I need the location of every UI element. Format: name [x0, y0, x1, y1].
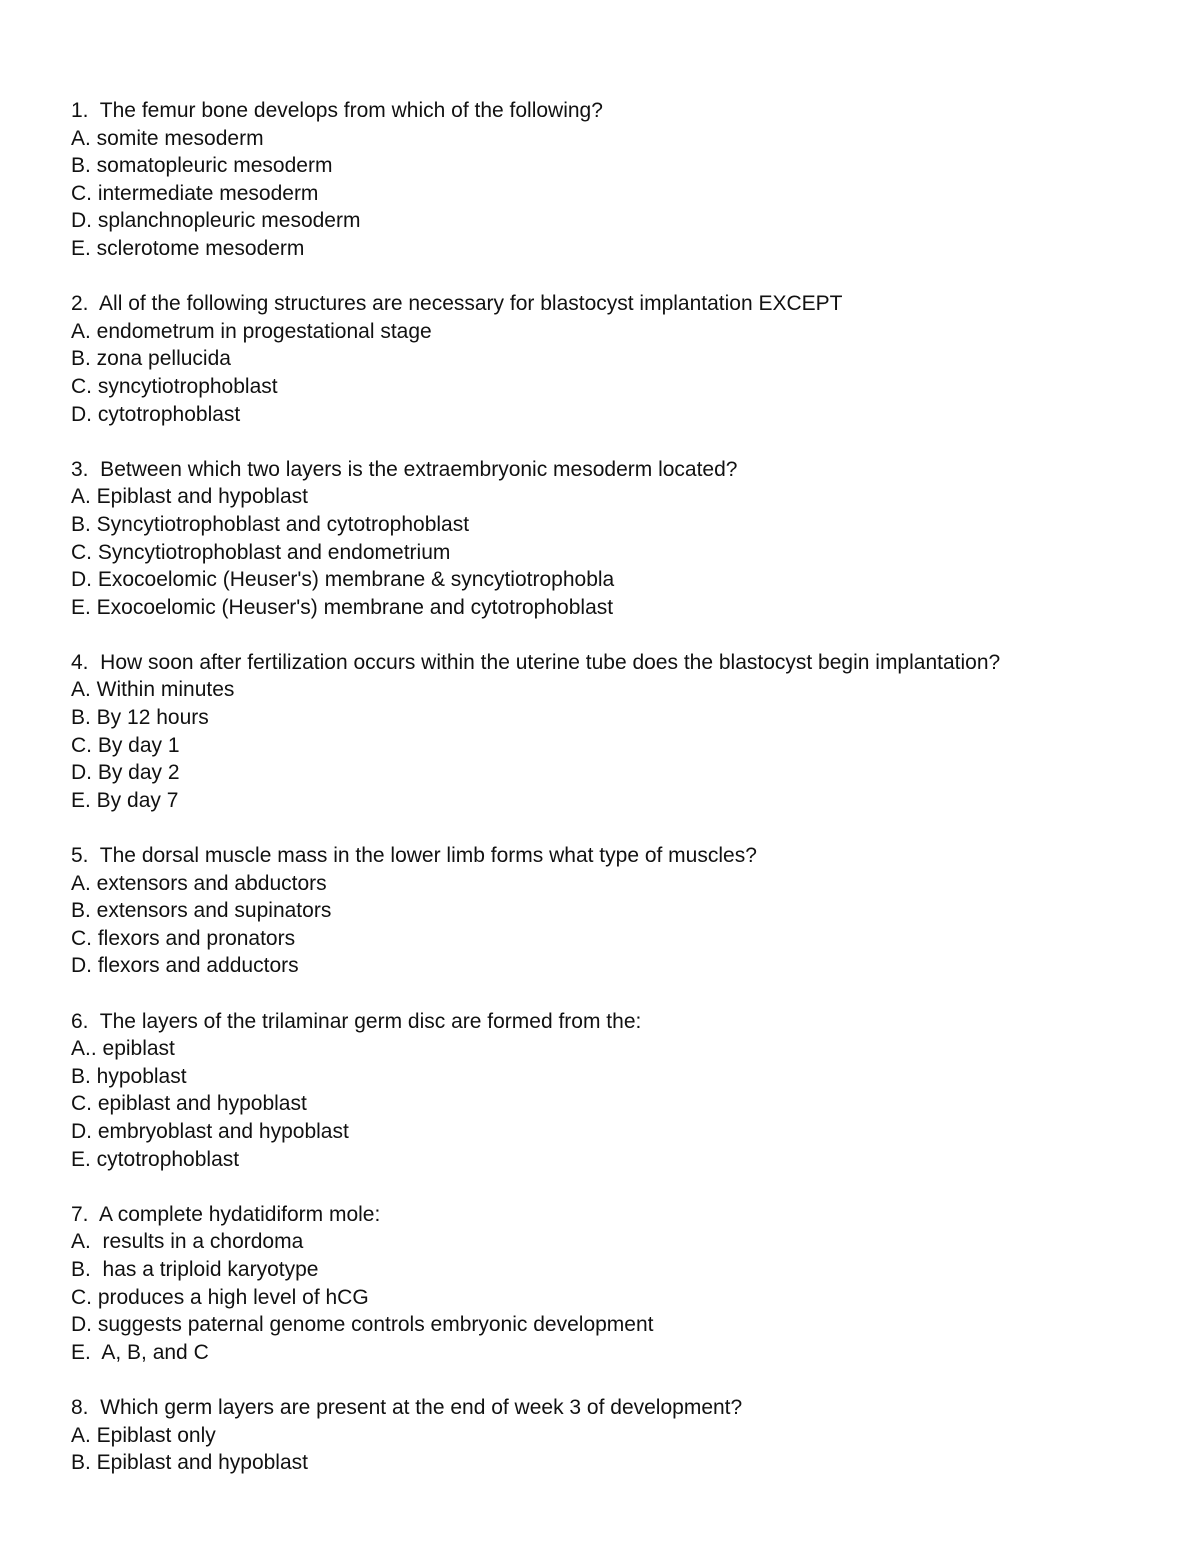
question-block — [71, 842, 1171, 980]
question-stem: 3. Between which two layers is the extraembryonic mesoderm located? — [71, 457, 738, 481]
answer-option: B. Epiblast and hypoblast — [71, 1451, 308, 1475]
question-block — [71, 649, 1171, 815]
answer-option: E. Exocoelomic (Heuser's) membrane and cytotrophoblast — [71, 595, 614, 619]
answer-option: C. epiblast and hypoblast — [71, 1092, 307, 1116]
answer-option: C. By day 1 — [71, 733, 180, 757]
answer-option: E. sclerotome mesoderm — [71, 236, 305, 260]
answer-option: B. By 12 hours — [71, 706, 209, 730]
answer-option: A. extensors and abductors — [71, 871, 327, 895]
question-block — [71, 290, 1171, 428]
answer-option: D. By day 2 — [71, 761, 180, 785]
answer-option: D. flexors and adductors — [71, 954, 299, 978]
answer-option: D. suggests paternal genome controls embryonic development — [71, 1313, 654, 1337]
answer-option: E. cytotrophoblast — [71, 1147, 240, 1171]
question-stem: 1. The femur bone develops from which of the following? — [71, 99, 603, 122]
question-stem: 2. All of the following structures are necessary for blastocyst implantation EXCEPT — [71, 292, 843, 316]
answer-option: A. results in a chordoma — [71, 1230, 304, 1254]
question-list — [71, 97, 1171, 1504]
answer-option: C. intermediate mesoderm — [71, 181, 319, 205]
answer-option: A. endometrum in progestational stage — [71, 319, 432, 343]
question-stem: 5. The dorsal muscle mass in the lower limb forms what type of muscles? — [71, 844, 757, 868]
answer-option: E. A, B, and C — [71, 1340, 209, 1364]
answer-option: B. zona pellucida — [71, 347, 231, 371]
answer-option: A.. epiblast — [71, 1037, 175, 1061]
answer-option: D. embryoblast and hypoblast — [71, 1119, 349, 1143]
answer-option: B. hypoblast — [71, 1064, 187, 1088]
answer-option: B. extensors and supinators — [71, 899, 332, 923]
answer-option: C. Syncytiotrophoblast and endometrium — [71, 540, 451, 564]
answer-option: D. splanchnopleuric mesoderm — [71, 209, 361, 233]
answer-option: C. syncytiotrophoblast — [71, 374, 278, 398]
question-stem: 7. A complete hydatidiform mole: — [71, 1202, 381, 1226]
question-block — [71, 1394, 1171, 1477]
answer-option: E. By day 7 — [71, 788, 179, 812]
answer-option: D. cytotrophoblast — [71, 402, 241, 426]
answer-option: C. flexors and pronators — [71, 926, 296, 950]
answer-option: B. has a triploid karyotype — [71, 1257, 319, 1281]
answer-option: C. produces a high level of hCG — [71, 1285, 369, 1309]
answer-option: B. somatopleuric mesoderm — [71, 154, 333, 178]
question-stem: 6. The layers of the trilaminar germ disc are formed from the: — [71, 1009, 642, 1033]
question-block — [71, 97, 1171, 263]
answer-option: A. Epiblast only — [71, 1423, 216, 1447]
question-stem: 8. Which germ layers are present at the end of week 3 of development? — [71, 1395, 743, 1419]
question-stem: 4. How soon after fertilization occurs within the uterine tube does the blastocyst begin implantation? — [71, 650, 1001, 674]
answer-option: A. Within minutes — [71, 678, 235, 702]
question-block — [71, 456, 1171, 622]
question-block — [71, 1201, 1171, 1367]
answer-option: B. Syncytiotrophoblast and cytotrophoblast — [71, 512, 470, 536]
answer-option: A. somite mesoderm — [71, 126, 264, 150]
answer-option: D. Exocoelomic (Heuser's) membrane & syncytiotrophobla — [71, 568, 615, 592]
answer-option: A. Epiblast and hypoblast — [71, 485, 308, 509]
question-block — [71, 1008, 1171, 1174]
